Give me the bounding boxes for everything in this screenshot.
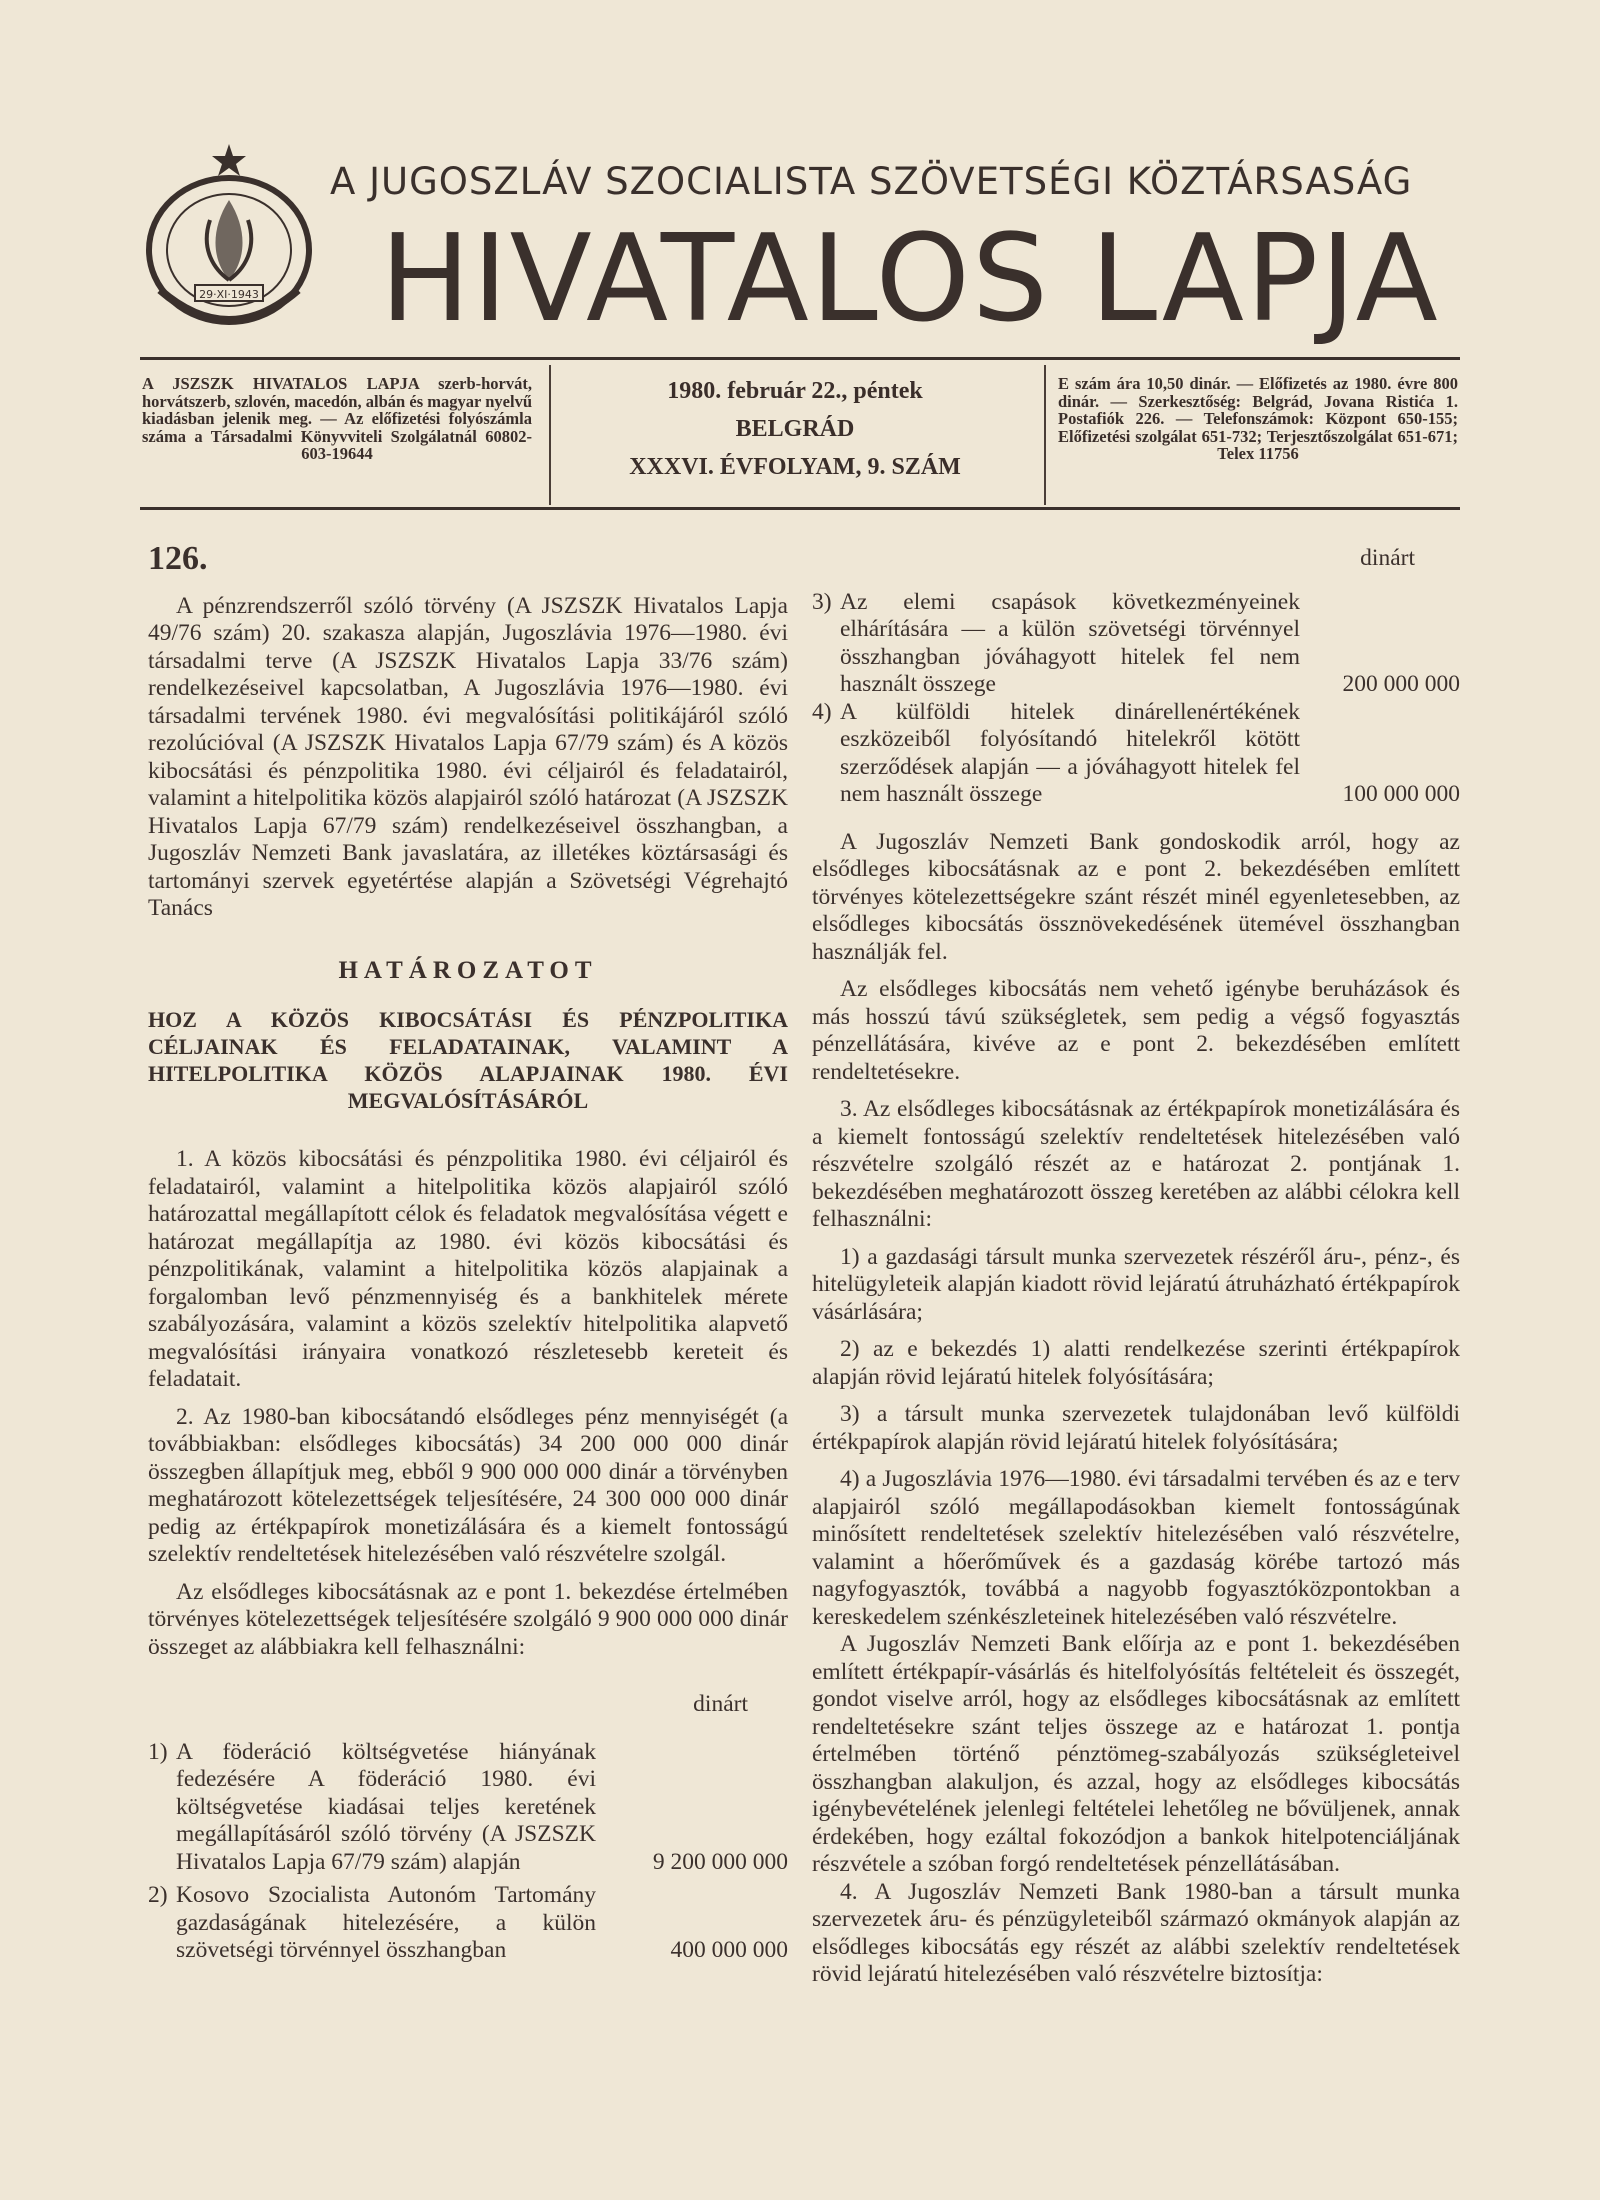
paragraph: Az elsődleges kibocsátás nem vehető igénybe beruházások és más hosszú távú szükségletek, sem pedig a végső fogyasztás pénzellátására, kivéve az e pont 2. bekezdésében említett rendeltetésekre. — [812, 976, 1460, 1085]
amount: 200 000 000 — [1342, 671, 1460, 697]
decision-title: HOZ A KÖZÖS KIBOCSÁTÁSI ÉS PÉNZPOLITIKA CÉLJAINAK ÉS FELADATAINAK, VALAMINT A HITELPOLITIKA KÖZÖS ALAPJAINAK 1980. ÉVI MEGVALÓSÍTÁSÁRÓL — [148, 1007, 788, 1113]
paragraph: 2. Az 1980-ban kibocsátandó elsődleges pénz mennyiségét (a továbbiakban: elsődleges kibocsátás) 34 200 000 000 dinár összegben állapítjuk meg, ebből 9 900 000 000 dinár a törvényben meghatározott kötelezettségek teljesítésére, 24 300 000 000 dinár pedig az értékpapírok monetizálására és a kiemelt fontosságú szelektív rendeltetések hitelezésében való részvételre szolgál. — [148, 1403, 788, 1567]
amount: 100 000 000 — [1342, 781, 1460, 807]
paragraph: A Jugoszláv Nemzeti Bank előírja az e pont 1. bekezdésében említett értékpapír-vásárlás és hitelfolyósítás feltételeit és összegét, gondot viselve arról, hogy az elsődleges kibocsátásnak az említett rendeltetésekre szánt teljes összege az e határozat 1. pontja értelmében történő pénztömeg-szabályozás szükségleteivel összhangban alakuljon, és azzal, hogy az elsődleges kibocsátás igénybevételének jelenlegi feltételei lehetőleg ne bővüljenek, annak érdekében, hogy ezáltal fokozódjon a bankok hitelpotenciáljának részvétele a szóban forgó rendeltetések pénzellátásában. — [812, 1631, 1460, 1877]
right-column — [812, 545, 1460, 1989]
list-item: 2) az e bekezdés 1) alatti rendelkezése szerinti értékpapírok alapján rövid lejáratú hitelek folyósítására; — [812, 1336, 1460, 1390]
issue-date: 1980. február 22., péntek — [667, 378, 923, 404]
masthead-supertitle: A JUGOSZLÁV SZOCIALISTA SZÖVETSÉGI KÖZTÁRSASÁG — [330, 160, 1413, 203]
unit-label: dinárt — [1360, 545, 1415, 571]
list-item: 4) a Jugoszlávia 1976—1980. évi társadalmi tervében és az e terv alapjairól szóló megállapodásokban kiemelt fontosságúnak minősített rendeltetések szelektív hitelezésében való részvételre, valamint a hőerőművek és a gazdaság körébe tartozó más nagyfogyasztók, továbbá a nagyobb fogyasztóközpontokban a kereskedelem szénkészleteinek hitelezésében való részvételre. — [812, 1466, 1460, 1630]
list-item: 4) A külföldi hitelek dinárellenértékének eszközeiből folyósítandó hitelekről kötött szerződések alapján — a jóváhagyott hitelek fel nem használt összege 100 000 000 — [812, 698, 1460, 807]
list-item: 3) Az elemi csapások következményeinek elhárítására — a külön szövetségi törvénnyel összhangban jóváhagyott hitelek fel nem használt összege 200 000 000 — [812, 588, 1460, 697]
state-emblem — [140, 140, 318, 338]
preamble: A pénzrendszerről szóló törvény (A JSZSZK Hivatalos Lapja 49/76 szám) 20. szakasza alapján, Jugoszlávia 1976—1980. évi társadalmi terve (A JSZSZK Hivatalos Lapja 33/76 szám) rendelkezéseivel kapcsolatban, A Jugoszlávia 1976—1980. évi társadalmi tervének 1980. évi megvalósítási politikájáról szóló rezolúcióval (A JSZSZK Hivatalos Lapja 67/79 szám) és A közös kibocsátási és pénzpolitika 1980. évi céljairól és feladatairól, valamint a hitelpolitika közös alapjairól szóló határozat (A JSZSZK Hivatalos Lapja 67/79 szám) rendelkezéseivel összhangban, a Jugoszláv Nemzeti Bank javaslatára, az illetékes köztársasági és tartományi szervek egyetértése alapján a Szövetségi Végrehajtó Tanács — [148, 592, 788, 921]
list-item: 3) a társult munka szervezetek tulajdonában levő külföldi értékpapírok alapján rövid lejáratú hitelek folyósítására; — [812, 1401, 1460, 1455]
bottom-rule — [140, 507, 1460, 510]
paragraph: 3. Az elsődleges kibocsátásnak az értékpapírok monetizálására és a kiemelt fontosságú szelektív rendeltetések hitelezésében való részvételre szolgáló részét az e határozat 2. pontjának 1. bekezdésében meghatározott összeg keretében az alábbi célokra kell felhasználni: — [812, 1096, 1460, 1232]
issue-city: BELGRÁD — [735, 416, 855, 442]
divider — [1044, 365, 1046, 505]
publication-info: A JSZSZK HIVATALOS LAPJA szerb-horvát, horvátszerb, szlovén, macedón, albán és magyar nyelvű kiadásban jelenik meg. — Az előfizetési folyószámla száma a Társadalmi Könyvviteli Szolgálatnál 60802-603-19644 — [142, 374, 532, 463]
masthead-title: HIVATALOS LAPJA — [380, 210, 1440, 349]
list-item: 1) A föderáció költségvetése hiányának fedezésére A föderáció 1980. évi költségvetése kiadásai teljes keretének megállapításáról szóló törvény (A JSZSZK Hivatalos Lapja 67/79 szám) alapján 9 200 000 000 — [148, 1738, 788, 1875]
decision-heading: HATÁROZATOT — [338, 956, 598, 984]
svg-text:29·XI·1943: 29·XI·1943 — [199, 288, 259, 301]
paragraph: Az elsődleges kibocsátásnak az e pont 1. bekezdése értelmében törvényes kötelezettségek teljesítésére szolgáló 9 900 000 000 dinár összeget az alábbiakra kell felhasználni: — [148, 1578, 788, 1660]
paragraph: 1. A közös kibocsátási és pénzpolitika 1980. évi céljairól és feladatairól, valamint a hitelpolitika közös alapjairól szóló határozattal megállapított célok és feladatok megvalósítása végett e határozat megállapítja az 1980. évi közös kibocsátási és pénzpolitikának, valamint a hitelpolitika közös alapjainak a forgalomban levő pénzmennyiség és a bankhitelek mérete szabályozására, valamint a közös szelektív hitelpolitika alapvető megvalósítási irányaira vonatkozó részletesebb kereteit és feladatait. — [148, 1146, 788, 1392]
paragraph: A Jugoszláv Nemzeti Bank gondoskodik arról, hogy az elsődleges kibocsátásnak az e pont 2. bekezdésében említett törvényes kötelezettségekre szánt részét minél egyenletesebben, az elsődleges kibocsátás össznövekedésének ütemével összhangban használják fel. — [812, 828, 1460, 965]
issue-info — [565, 372, 1025, 486]
amount: 400 000 000 — [670, 1937, 788, 1963]
list-item: 1) a gazdasági társult munka szervezetek részéről áru-, pénz-, és hitelügyleteik alapján kiadott rövid lejáratú átruházható értékpapírok vásárlására; — [812, 1243, 1460, 1325]
left-column — [148, 540, 788, 1965]
issue-number: XXXVI. ÉVFOLYAM, 9. SZÁM — [629, 454, 961, 480]
top-rule — [140, 357, 1460, 360]
amount: 9 200 000 000 — [652, 1848, 788, 1875]
divider — [549, 365, 551, 505]
price-contact-info: E szám ára 10,50 dinár. — Előfizetés az 1980. évre 800 dinár. — Szerkesztőség: Belgrád, Jovana Ristića 1. Postafiók 226. — Telefonszámok: Központ 650-155; Előfizetési szolgálat 651-732; Terjesztőszolgálat 651-671; Telex 11756 — [1058, 374, 1458, 463]
list-item: 2) Kosovo Szocialista Autonóm Tartomány gazdaságának hitelezésére, a külön szövetségi törvénnyel összhangban 400 000 000 — [148, 1882, 788, 1963]
document-number: 126. — [148, 540, 208, 577]
paragraph: 4. A Jugoszláv Nemzeti Bank 1980-ban a társult munka szervezetek áru- és pénzügyleteiből származó okmányok alapján az elsődleges kibocsátás egy részét az alábbi szelektív rendeltetések rövid lejáratú hitelezésében való részvételre biztosítja: — [812, 1878, 1460, 1987]
unit-label: dinárt — [693, 1691, 748, 1717]
